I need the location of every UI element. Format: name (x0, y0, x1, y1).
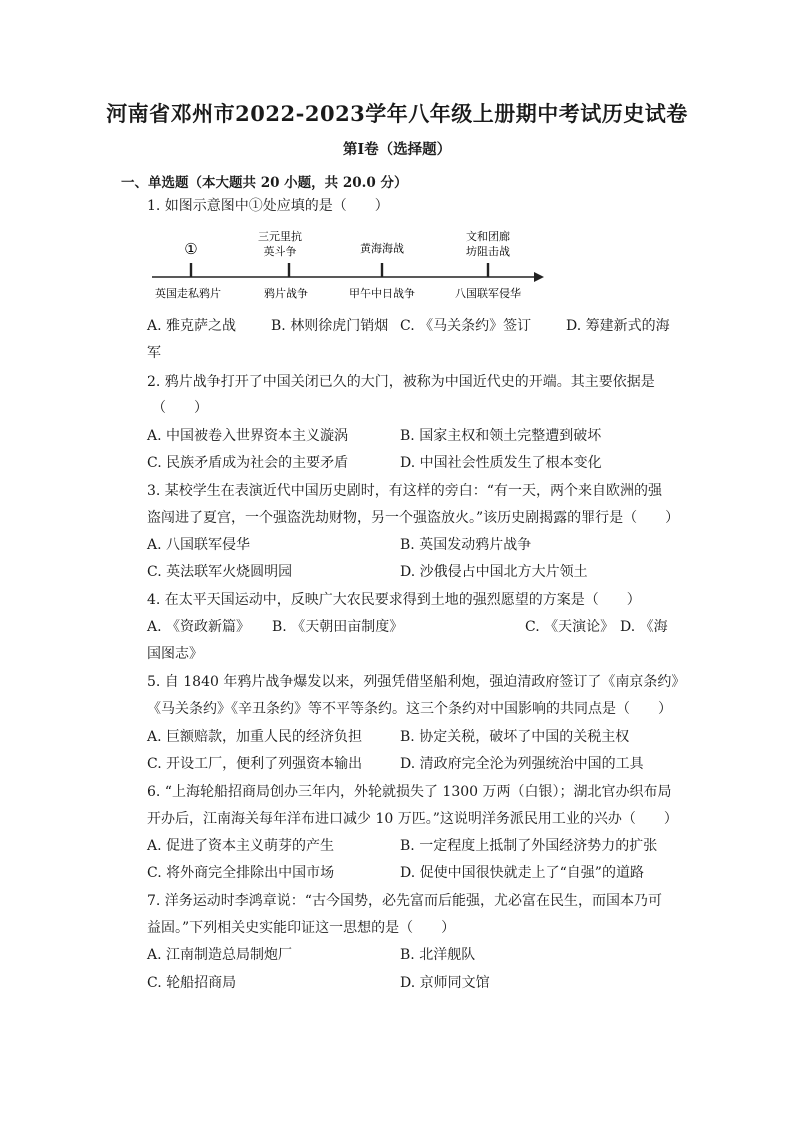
question-3-option-b: B. 英国发动鸦片战争 (400, 537, 532, 553)
question-2-option-a: A. 中国被卷入世界资本主义漩涡 (147, 428, 349, 444)
timeline-top-label: 黄海海战 (360, 242, 404, 255)
question-7-option-b: B. 北洋舰队 (400, 947, 476, 963)
question-1-option-d-continued: 军 (147, 345, 161, 361)
question-5-option-a: A. 巨额赔款，加重人民的经济负担 (147, 729, 363, 745)
timeline-top-label: 英斗争 (263, 245, 297, 258)
question-1-option-b: B. 林则徐虎门销烟 (271, 318, 389, 334)
question-6-option-a: A. 促进了资本主义萌芽的产生 (147, 838, 335, 854)
question-4-option-a: A. 《资政新篇》 (147, 619, 251, 635)
question-4-stem: 4. 在太平天国运动中，反映广大农民要求得到土地的强烈愿望的方案是（ ） (147, 592, 641, 608)
exam-title: 河南省邓州市2022-2023学年八年级上册期中考试历史试卷 (106, 101, 688, 126)
question-7-stem: 7. 洋务运动时李鸿章说：“古今国势，必先富而后能强，尤必富在民生，而国本乃可 (147, 893, 662, 909)
timeline-top-label: 三元里抗 (258, 230, 302, 243)
question-3-option-a: A. 八国联军侵华 (147, 537, 251, 553)
question-3-option-d: D. 沙俄侵占中国北方大片领土 (400, 564, 588, 580)
question-2-stem-line2: （ ） (152, 400, 208, 416)
question-1-option-d: D. 筹建新式的海 (566, 318, 670, 334)
question-7-option-a: A. 江南制造总局制炮厂 (147, 947, 293, 963)
question-6-option-b: B. 一定程度上抵制了外国经济势力的扩张 (400, 838, 658, 854)
question-6-stem: 6. “上海轮船招商局创办三年内，外轮就损失了 1300 万两（白银）；湖北官办织布局 (147, 784, 672, 800)
question-2-option-b: B. 国家主权和领土完整遭到破坏 (400, 428, 602, 444)
question-3-stem-line2: 盗闯进了夏宫，一个强盗洗劫财物，另一个强盗放火。”该历史剧揭露的罪行是（ ） (147, 510, 680, 526)
question-7-option-c: C. 轮船招商局 (147, 975, 237, 991)
question-6-option-d: D. 促使中国很快就走上了“自强”的道路 (400, 865, 644, 881)
question-5-option-b: B. 协定关税，破坏了中国的关税主权 (400, 729, 630, 745)
question-6-option-c: C. 将外商完全排除出中国市场 (147, 865, 335, 881)
question-4-option-d: D. 《海 (620, 619, 668, 635)
timeline-bottom-label: 甲午中日战争 (349, 287, 415, 300)
question-2-stem: 2. 鸦片战争打开了中国关闭已久的大门，被称为中国近代史的开端。其主要依据是 (147, 374, 655, 390)
timeline-top-label: 文和团廊 (466, 230, 510, 243)
question-1-stem: 1. 如图示意图中①处应填的是（ ） (147, 198, 389, 214)
question-1-option-a: A. 雅克萨之战 (147, 318, 237, 334)
question-5-stem: 5. 自 1840 年鸦片战争爆发以来，列强凭借坚船利炮，强迫清政府签订了《南京条约》 (147, 674, 686, 690)
question-4-option-b: B. 《天朝田亩制度》 (272, 619, 404, 635)
timeline-top-label: 坊阻击战 (466, 245, 510, 258)
question-4-option-d-continued: 国图志》 (147, 646, 203, 662)
timeline-diagram (148, 226, 548, 306)
timeline-bottom-label: 八国联军侵华 (455, 287, 521, 300)
question-5-option-c: C. 开设工厂，便利了列强资本输出 (147, 756, 363, 772)
timeline-arrow (534, 272, 544, 282)
timeline-bottom-label: 鸦片战争 (264, 287, 308, 300)
question-5-option-d: D. 清政府完全沦为列强统治中国的工具 (400, 756, 644, 772)
exam-subtitle: 第I卷（选择题） (342, 141, 452, 158)
timeline-top-label: ① (184, 240, 198, 258)
question-3-stem: 3. 某校学生在表演近代中国历史剧时，有这样的旁白：“有一天，两个来自欧洲的强 (147, 483, 662, 499)
question-6-stem-line2: 开办后，江南海关每年洋布进口减少 10 万匹。”这说明洋务派民用工业的兴办（ ） (147, 811, 678, 827)
question-4-option-c: C. 《天演论》 (525, 619, 615, 635)
question-2-option-d: D. 中国社会性质发生了根本变化 (400, 455, 602, 471)
timeline-bottom-label: 英国走私鸦片 (155, 287, 221, 300)
question-3-option-c: C. 英法联军火烧圆明园 (147, 564, 293, 580)
question-1-option-c: C. 《马关条约》签订 (400, 318, 532, 334)
section-heading: 一、单选题（本大题共 20 小题，共 20.0 分） (121, 175, 408, 191)
question-5-stem-line2: 《马关条约》《辛丑条约》等不平等条约。这三个条约对中国影响的共同点是（ ） (147, 701, 672, 717)
question-7-option-d: D. 京师同文馆 (400, 975, 490, 991)
question-7-stem-line2: 益固。”下列相关史实能印证这一思想的是（ ） (147, 920, 456, 936)
question-2-option-c: C. 民族矛盾成为社会的主要矛盾 (147, 455, 349, 471)
